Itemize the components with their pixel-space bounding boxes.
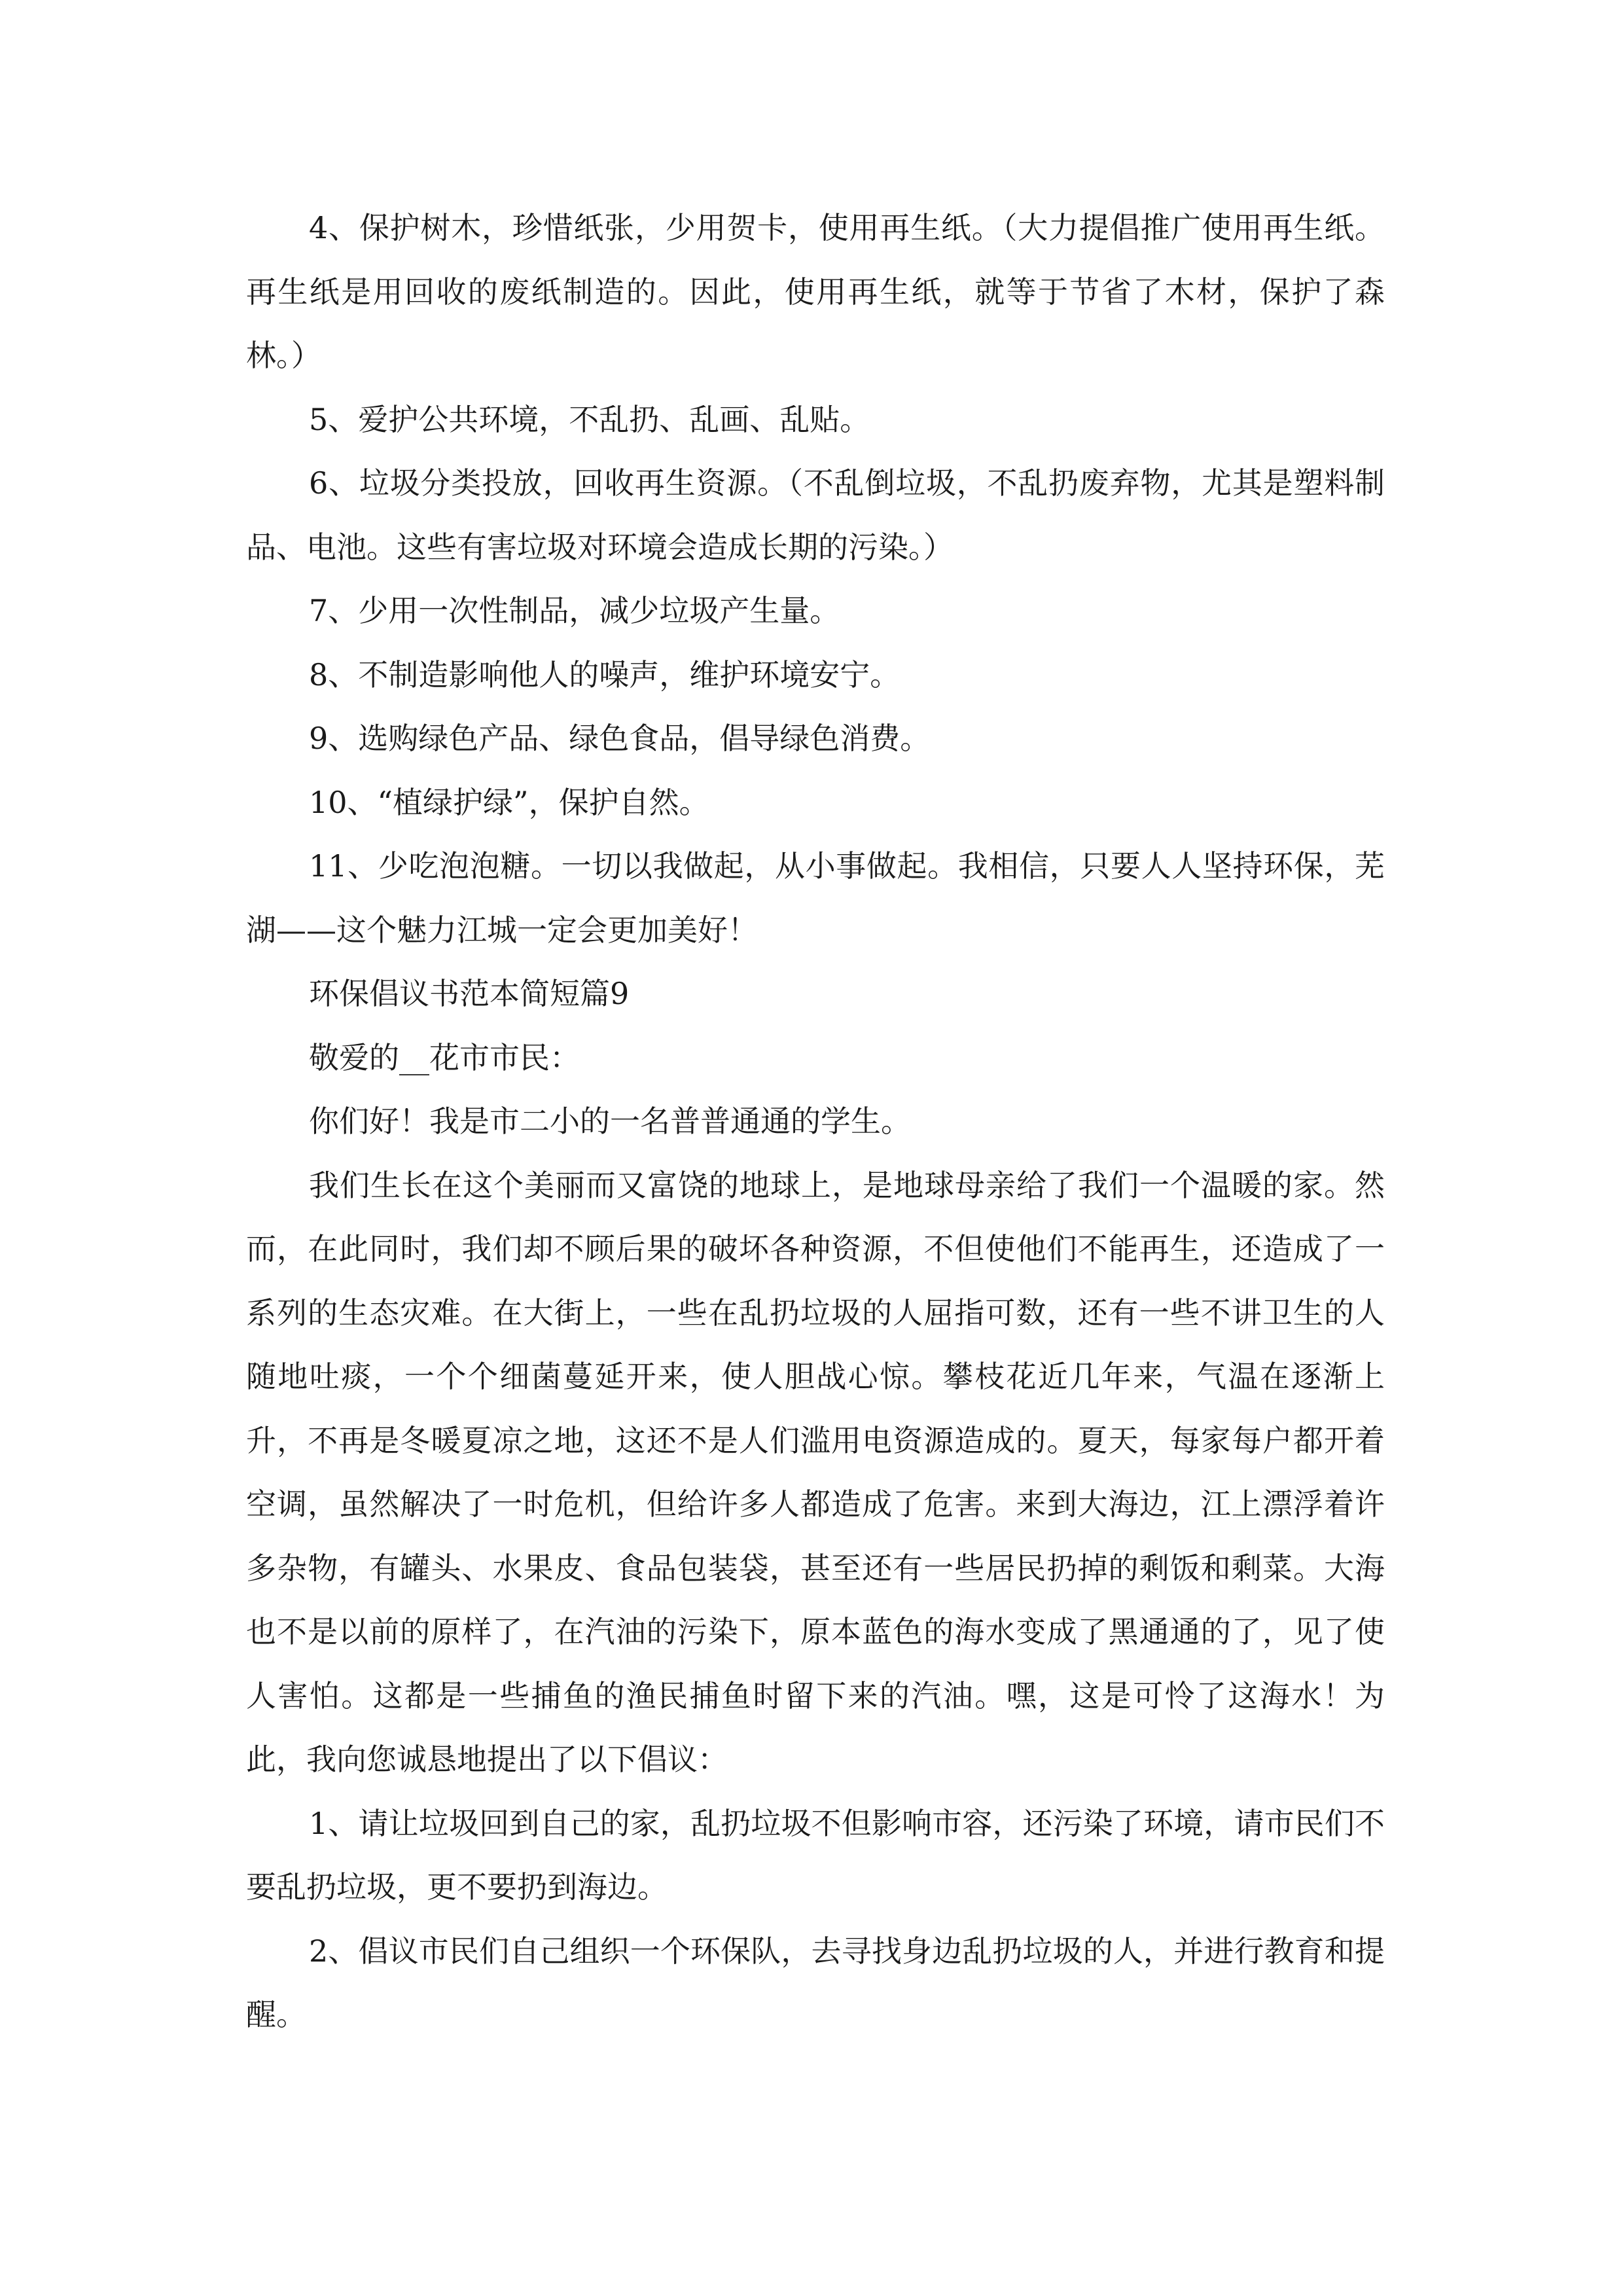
greeting: 你们好！我是市二小的一名普普通通的学生。 — [309, 1103, 911, 1139]
paragraph-item-5: 5、爱护公共环境，不乱扔、乱画、乱贴。 — [309, 401, 870, 437]
document-body — [246, 196, 1385, 2047]
paragraph-item-7: 7、少用一次性制品，减少垃圾产生量。 — [309, 593, 840, 628]
paragraph-item-11: 11、少吃泡泡糖。一切以我做起，从小事做起。我相信，只要人人坚持环保，芜湖——这个魅力江城一定会更加美好！ — [246, 848, 1385, 948]
salutation: 敬爱的__花市市民： — [309, 1039, 580, 1075]
proposal-item-1: 1、请让垃圾回到自己的家，乱扔垃圾不但影响市容，还污染了环境，请市民们不要乱扔垃圾，更不要扔到海边。 — [246, 1805, 1385, 1905]
paragraph-item-8: 8、不制造影响他人的噪声，维护环境安宁。 — [309, 656, 901, 692]
paragraph-item-10: 10、“植绿护绿”，保护自然。 — [309, 784, 709, 820]
paragraph-item-6: 6、垃圾分类投放，回收再生资源。（不乱倒垃圾，不乱扔废弃物，尤其是塑料制品、电池。这些有害垃圾对环境会造成长期的污染。） — [246, 465, 1385, 565]
section-title: 环保倡议书范本简短篇9 — [309, 976, 630, 1011]
proposal-item-2: 2、倡议市民们自己组织一个环保队，去寻找身边乱扔垃圾的人，并进行教育和提醒。 — [246, 1933, 1385, 2032]
body-paragraph: 我们生长在这个美丽而又富饶的地球上，是地球母亲给了我们一个温暖的家。然而，在此同时，我们却不顾后果的破坏各种资源，不但使他们不能再生，还造成了一系列的生态灾难。在大街上，一些在乱扔垃圾的人屈指可数，还有一些不讲卫生的人随地吐痰，一个个细菌蔓延开来，使人胆战心惊。攀枝花近几年来，气温在逐渐上升，不再是冬暖夏凉之地，这还不是人们滥用电资源造成的。夏天，每家每户都开着空调，虽然解决了一时危机，但给许多人都造成了危害。来到大海边，江上漂浮着许多杂物，有罐头、水果皮、食品包装袋，甚至还有一些居民扔掉的剩饭和剩菜。大海也不是以前的原样了，在汽油的污染下，原本蓝色的海水变成了黑通通的了，见了使人害怕。这都是一些捕鱼的渔民捕鱼时留下来的汽油。嘿，这是可怜了这海水！为此，我向您诚恳地提出了以下倡议： — [246, 1167, 1385, 1777]
paragraph-item-9: 9、选购绿色产品、绿色食品，倡导绿色消费。 — [309, 721, 931, 756]
paragraph-item-4: 4、保护树木，珍惜纸张，少用贺卡，使用再生纸。（大力提倡推广使用再生纸。再生纸是用回收的废纸制造的。因此，使用再生纸，就等于节省了木材，保护了森林。） — [246, 210, 1385, 373]
